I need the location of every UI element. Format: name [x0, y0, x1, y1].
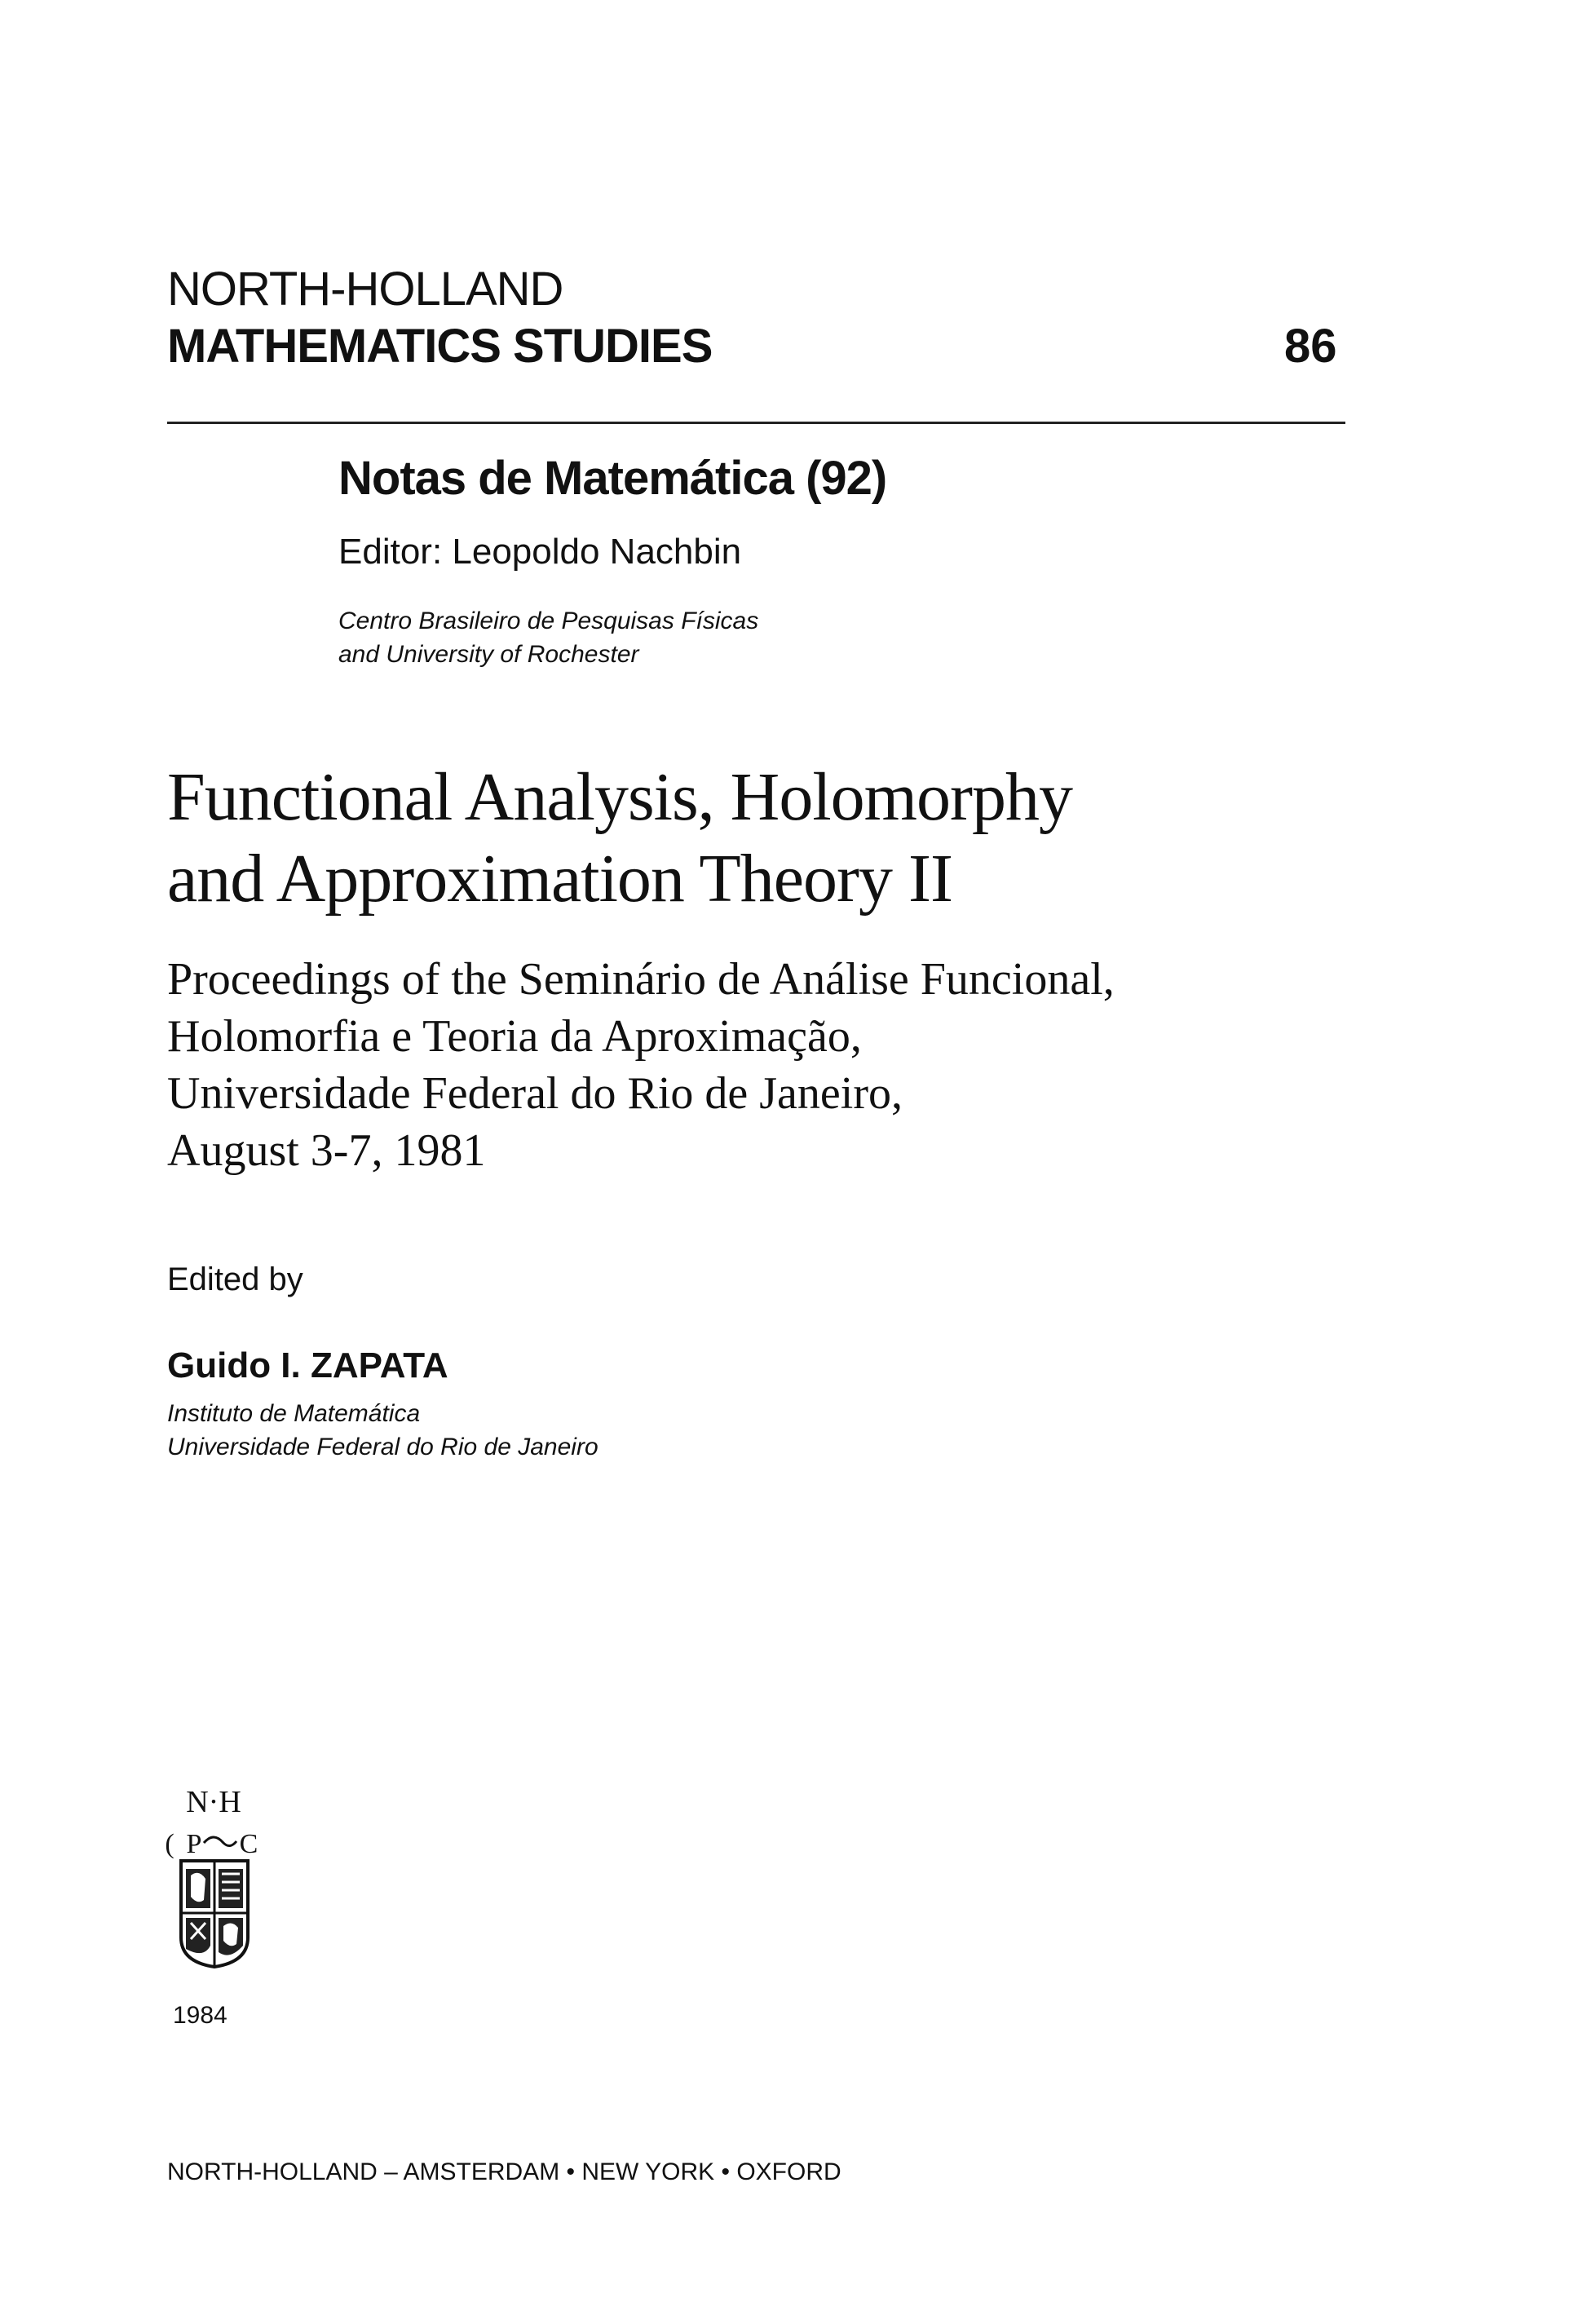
book-title-line-1: Functional Analysis, Holomorphy	[167, 759, 1072, 835]
series-volume-number: 86	[1284, 320, 1337, 373]
proceedings-line-2: Holomorfia e Teoria da Aproximação,	[167, 1011, 862, 1062]
publisher-locations: NORTH-HOLLAND – AMSTERDAM • NEW YORK • OXFORD	[167, 2158, 841, 2185]
series-title: MATHEMATICS STUDIES	[167, 320, 713, 373]
volume-editor-affiliation-2: Universidade Federal do Rio de Janeiro	[167, 1434, 598, 1460]
proceedings-line-4: August 3-7, 1981	[167, 1125, 486, 1176]
proceedings-line-1: Proceedings of the Seminário de Análise Funcional,	[167, 954, 1115, 1005]
series-editor-affiliation-1: Centro Brasileiro de Pesquisas Físicas	[338, 608, 759, 634]
book-title-line-2: and Approximation Theory II	[167, 841, 952, 917]
publication-year: 1984	[173, 2002, 227, 2029]
proceedings-line-3: Universidade Federal do Rio de Janeiro,	[167, 1068, 903, 1119]
volume-editor-name: Guido I. ZAPATA	[167, 1345, 448, 1385]
svg-text:(: (	[165, 1829, 174, 1859]
series-editor-affiliation-2: and University of Rochester	[338, 641, 639, 668]
publisher-emblem-icon	[163, 1778, 265, 1973]
volume-editor-affiliation-1: Instituto de Matemática	[167, 1400, 421, 1427]
series-publisher-name: NORTH-HOLLAND	[167, 263, 563, 316]
edited-by-label: Edited by	[167, 1261, 303, 1297]
svg-text:C: C	[239, 1829, 258, 1859]
header-rule	[167, 422, 1345, 424]
svg-text:P: P	[186, 1829, 202, 1859]
svg-text:N·H: N·H	[186, 1785, 241, 1819]
subseries-title: Notas de Matemática (92)	[338, 452, 887, 505]
series-editor: Editor: Leopoldo Nachbin	[338, 532, 742, 572]
